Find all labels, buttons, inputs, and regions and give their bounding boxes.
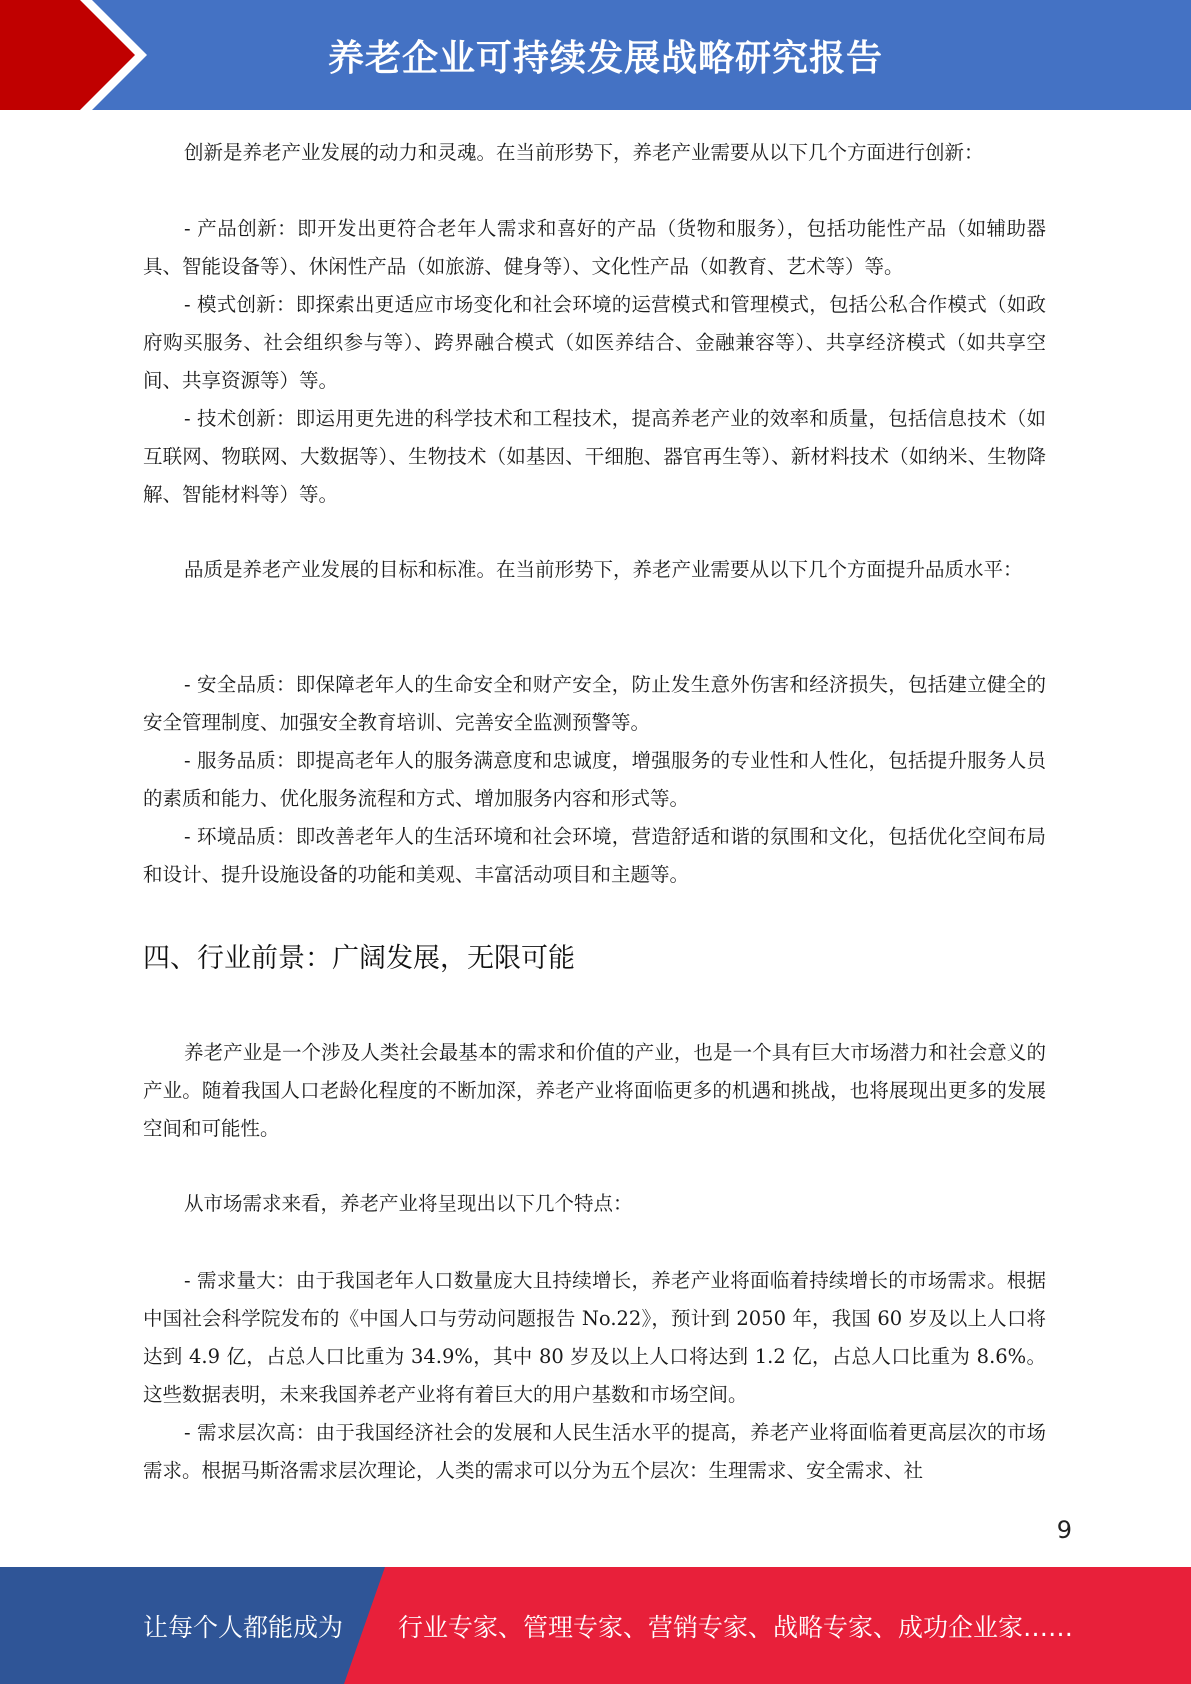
header-band (0, 0, 1191, 110)
paragraph-technology-innovation: - 技术创新：即运用更先进的科学技术和工程技术，提高养老产业的效率和质量，包括信息技术（如互联网、物联网、大数据等）、生物技术（如基因、干细胞、器官再生等）、新材料技术（如纳米、生物降解、智能材料等）等。 (143, 407, 1046, 506)
section-heading: 四、行业前景：广阔发展，无限可能 (143, 943, 575, 974)
paragraph-product-innovation: - 产品创新：即开发出更符合老年人需求和喜好的产品（货物和服务），包括功能性产品（如辅助器具、智能设备等）、休闲性产品（如旅游、健身等）、文化性产品（如教育、艺术等）等。 (143, 217, 1046, 278)
paragraph-high-level-demand: - 需求层次高：由于我国经济社会的发展和人民生活水平的提高，养老产业将面临着更高层次的市场需求。根据马斯洛需求层次理论，人类的需求可以分为五个层次：生理需求、安全需求、社 (143, 1421, 1046, 1482)
paragraph-innovation-intro: 创新是养老产业发展的动力和灵魂。在当前形势下，养老产业需要从以下几个方面进行创新： (184, 141, 984, 164)
paragraph-environment-quality: - 环境品质：即改善老年人的生活环境和社会环境，营造舒适和谐的氛围和文化，包括优化空间布局和设计、提升设施设备的功能和美观、丰富活动项目和主题等。 (143, 825, 1046, 886)
footer-band (0, 1567, 1191, 1684)
paragraph-safety-quality: - 安全品质：即保障老年人的生命安全和财产安全，防止发生意外伤害和经济损失，包括建立健全的安全管理制度、加强安全教育培训、完善安全监测预警等。 (143, 673, 1046, 734)
paragraph-large-demand: - 需求量大：由于我国老年人口数量庞大且持续增长，养老产业将面临着持续增长的市场需求。根据中国社会科学院发布的《中国人口与劳动问题报告 No.22》，预计到 2050 年，我国 60 岁及以上人口将达到 4.9 亿，占总人口比重为 34.9%，其中 80 岁及以上人口将达到 1.2 亿，占总人口比重为 8.6%。这些数据表明，未来我国养老产业将有着巨大的用户基数和市场空间。 (143, 1269, 1046, 1406)
footer-slogan-right: 行业专家、管理专家、营销专家、战略专家、成功企业家…… (398, 1612, 1074, 1642)
paragraph-industry-outlook: 养老产业是一个涉及人类社会最基本的需求和价值的产业，也是一个具有巨大市场潜力和社会意义的产业。随着我国人口老龄化程度的不断加深，养老产业将面临更多的机遇和挑战，也将展现出更多的发展空间和可能性。 (143, 1041, 1046, 1140)
paragraph-model-innovation: - 模式创新：即探索出更适应市场变化和社会环境的运营模式和管理模式，包括公私合作模式（如政府购买服务、社会组织参与等）、跨界融合模式（如医养结合、金融兼容等）、共享经济模式（如共享空间、共享资源等）等。 (143, 293, 1046, 392)
paragraph-market-demand-intro: 从市场需求来看，养老产业将呈现出以下几个特点： (184, 1192, 633, 1215)
paragraph-quality-intro: 品质是养老产业发展的目标和标准。在当前形势下，养老产业需要从以下几个方面提升品质水平： (184, 558, 1023, 581)
page-number: 9 (1056, 1516, 1072, 1544)
paragraph-service-quality: - 服务品质：即提高老年人的服务满意度和忠诚度，增强服务的专业性和人性化，包括提升服务人员的素质和能力、优化服务流程和方式、增加服务内容和形式等。 (143, 749, 1046, 810)
report-title: 养老企业可持续发展战略研究报告 (327, 37, 883, 79)
footer-slogan-left: 让每个人都能成为 (143, 1612, 344, 1642)
